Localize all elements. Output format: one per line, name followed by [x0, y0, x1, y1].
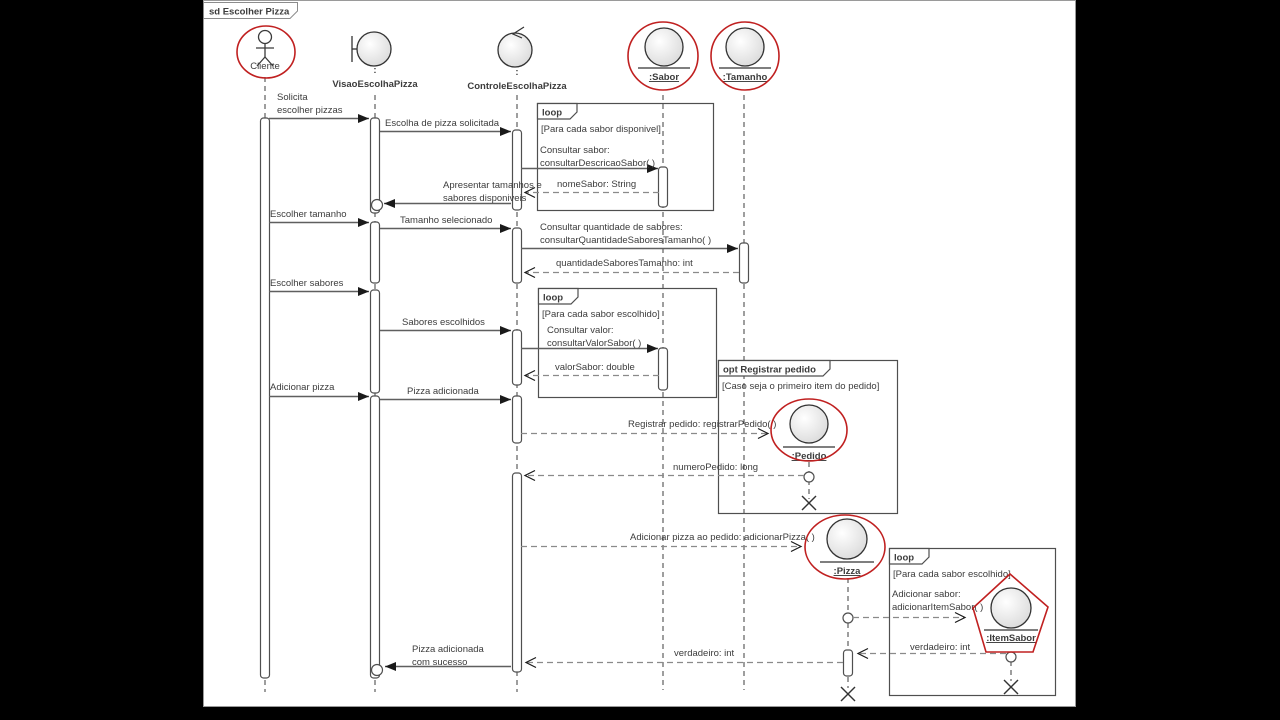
message-label: Solicita: [277, 92, 308, 103]
message-label: sabores disponiveis: [443, 193, 527, 204]
activation-bar: [371, 290, 380, 393]
fragment-operator-label: loop: [894, 552, 915, 564]
message-label: Adicionar pizza: [270, 382, 335, 393]
message-label: valorSabor: double: [555, 362, 635, 373]
fragment-guard-label: [Para cada sabor escolhido]: [542, 309, 660, 320]
lifeline-label: VisaoEscolhaPizza: [332, 79, 418, 90]
message-label: Consultar valor:: [547, 325, 614, 336]
fragment-guard-label: [Para cada sabor disponivel]: [541, 124, 661, 135]
message-label: nomeSabor: String: [557, 179, 637, 190]
lifeline-label: :Pizza: [833, 566, 861, 577]
lifeline-label: Cliente: [250, 61, 280, 72]
lifeline-label-prefix: :: [373, 65, 377, 76]
message-label: Sabores escolhidos: [402, 317, 485, 328]
fragment-guard-label: [Caso seja o primeiro item do pedido]: [722, 381, 880, 392]
activation-end-circle: [372, 200, 383, 211]
message-label: Escolher tamanho: [270, 209, 347, 220]
message-label: Escolha de pizza solicitada: [385, 118, 500, 129]
lifeline-label-prefix: :: [515, 67, 519, 78]
activation-bar: [659, 167, 668, 207]
fragment-operator-label: loop: [543, 292, 564, 304]
message-label: Adicionar pizza ao pedido: adicionarPizza( ): [630, 532, 815, 543]
activation-bar: [513, 396, 522, 443]
message-label: Pizza adicionada: [412, 644, 484, 655]
activation-bar: [513, 473, 522, 672]
lifeline-label: :Tamanho: [722, 72, 768, 83]
lifeline-label: ControleEscolhaPizza: [467, 81, 567, 92]
message-label: Escolher sabores: [270, 278, 344, 289]
lifeline-label: :Sabor: [648, 72, 680, 83]
activation-bar: [513, 330, 522, 385]
message-label: consultarQuantidadeSaboresTamanho( ): [540, 235, 712, 246]
lifeline-circle-marker: [843, 613, 853, 623]
diagram-title: sd Escolher Pizza: [209, 6, 290, 18]
lifeline-circle-marker: [1006, 652, 1016, 662]
activation-end-circle: [372, 665, 383, 676]
message-label: quantidadeSaboresTamanho: int: [556, 258, 693, 269]
message-label: consultarValorSabor( ): [547, 338, 642, 349]
activation-bar: [659, 348, 668, 390]
message-label: Apresentar tamanhos e: [443, 180, 542, 191]
frame-title-tab: [204, 3, 298, 19]
message-label: com sucesso: [412, 657, 468, 668]
message-label: escolher pizzas: [277, 105, 343, 116]
message-label: verdadeiro: int: [910, 642, 971, 653]
message-label: Consultar sabor:: [540, 145, 610, 156]
fragment-operator-label: opt Registrar pedido: [723, 364, 816, 376]
message-label: numeroPedido: long: [673, 462, 759, 473]
activation-bar: [261, 118, 270, 678]
activation-bar: [371, 222, 380, 283]
lifeline-circle-marker: [804, 472, 814, 482]
fragment-operator-label: loop: [542, 107, 563, 119]
message-label: Consultar quantidade de sabores:: [540, 222, 683, 233]
message-label: adicionarItemSabor( ): [892, 602, 984, 613]
fragment-guard-label: [Para cada sabor escolhido]: [893, 569, 1011, 580]
message-label: consultarDescricaoSabor( ): [540, 158, 656, 169]
activation-bar: [740, 243, 749, 283]
message-label: Tamanho selecionado: [400, 215, 493, 226]
message-label: Pizza adicionada: [407, 386, 479, 397]
lifeline-label: :Pedido: [791, 451, 827, 462]
activation-bar: [844, 650, 853, 676]
message-label: verdadeiro: int: [674, 648, 735, 659]
message-label: Adicionar sabor:: [892, 589, 961, 600]
activation-bar: [513, 228, 522, 283]
lifeline-label: :ItemSabor: [986, 633, 1036, 644]
message-label: Registrar pedido: registrarPedido( ): [628, 419, 777, 430]
